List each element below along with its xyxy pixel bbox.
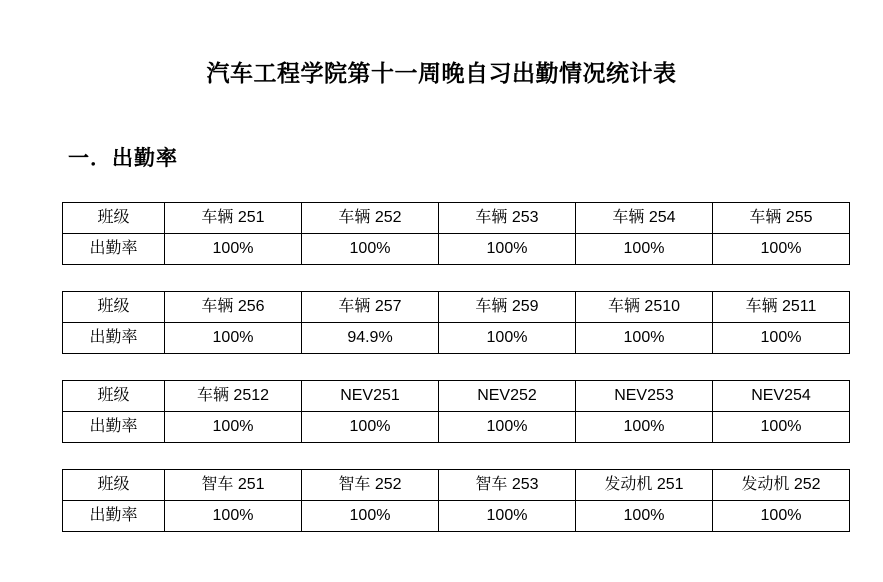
attendance-rate-cell: 100% xyxy=(302,500,439,531)
attendance-rate-cell: 100% xyxy=(165,233,302,264)
class-name-cell: 智车 252 xyxy=(302,469,439,500)
attendance-rate-cell: 100% xyxy=(576,322,713,353)
class-name-cell: NEV253 xyxy=(576,380,713,411)
table-row xyxy=(63,380,850,411)
row-header-class: 班级 xyxy=(63,202,165,233)
class-name-cell: 车辆 251 xyxy=(165,202,302,233)
row-header-rate: 出勤率 xyxy=(63,500,165,531)
class-name-cell: NEV251 xyxy=(302,380,439,411)
attendance-rate-cell: 100% xyxy=(165,322,302,353)
row-header-class: 班级 xyxy=(63,469,165,500)
table-row xyxy=(63,500,850,531)
class-name-cell: 车辆 2511 xyxy=(713,291,850,322)
attendance-rate-cell: 100% xyxy=(576,411,713,442)
table-row xyxy=(63,202,850,233)
attendance-rate-cell: 100% xyxy=(576,233,713,264)
table-row xyxy=(63,233,850,264)
attendance-rate-cell: 100% xyxy=(713,233,850,264)
attendance-rate-cell: 100% xyxy=(439,411,576,442)
section-heading-attendance-rate: 一．出勤率 xyxy=(68,146,178,170)
attendance-rate-cell: 100% xyxy=(439,233,576,264)
attendance-rate-cell: 100% xyxy=(302,233,439,264)
attendance-rate-cell: 100% xyxy=(165,500,302,531)
table-row xyxy=(63,291,850,322)
row-header-class: 班级 xyxy=(63,380,165,411)
attendance-rate-cell: 100% xyxy=(439,500,576,531)
row-header-rate: 出勤率 xyxy=(63,322,165,353)
class-name-cell: 车辆 2512 xyxy=(165,380,302,411)
attendance-rate-cell: 100% xyxy=(713,322,850,353)
class-name-cell: 发动机 252 xyxy=(713,469,850,500)
attendance-table-3 xyxy=(62,380,850,443)
row-header-rate: 出勤率 xyxy=(63,233,165,264)
table-row xyxy=(63,411,850,442)
class-name-cell: 车辆 254 xyxy=(576,202,713,233)
class-name-cell: 智车 253 xyxy=(439,469,576,500)
class-name-cell: 车辆 257 xyxy=(302,291,439,322)
attendance-tables xyxy=(0,172,883,532)
attendance-rate-cell: 100% xyxy=(302,411,439,442)
table-row xyxy=(63,469,850,500)
class-name-cell: NEV254 xyxy=(713,380,850,411)
attendance-table-2 xyxy=(62,291,850,354)
attendance-table-1 xyxy=(62,202,850,265)
attendance-rate-cell: 100% xyxy=(576,500,713,531)
row-header-rate: 出勤率 xyxy=(63,411,165,442)
row-header-class: 班级 xyxy=(63,291,165,322)
class-name-cell: 车辆 259 xyxy=(439,291,576,322)
class-name-cell: 车辆 256 xyxy=(165,291,302,322)
attendance-rate-cell: 100% xyxy=(165,411,302,442)
class-name-cell: 车辆 255 xyxy=(713,202,850,233)
attendance-rate-cell: 94.9% xyxy=(302,322,439,353)
attendance-rate-cell: 100% xyxy=(713,500,850,531)
table-row xyxy=(63,322,850,353)
attendance-table-4 xyxy=(62,469,850,532)
class-name-cell: 车辆 2510 xyxy=(576,291,713,322)
class-name-cell: 智车 251 xyxy=(165,469,302,500)
attendance-rate-cell: 100% xyxy=(439,322,576,353)
class-name-cell: 发动机 251 xyxy=(576,469,713,500)
attendance-rate-cell: 100% xyxy=(713,411,850,442)
page-title: 汽车工程学院第十一周晚自习出勤情况统计表 xyxy=(206,60,677,86)
class-name-cell: 车辆 252 xyxy=(302,202,439,233)
class-name-cell: NEV252 xyxy=(439,380,576,411)
class-name-cell: 车辆 253 xyxy=(439,202,576,233)
